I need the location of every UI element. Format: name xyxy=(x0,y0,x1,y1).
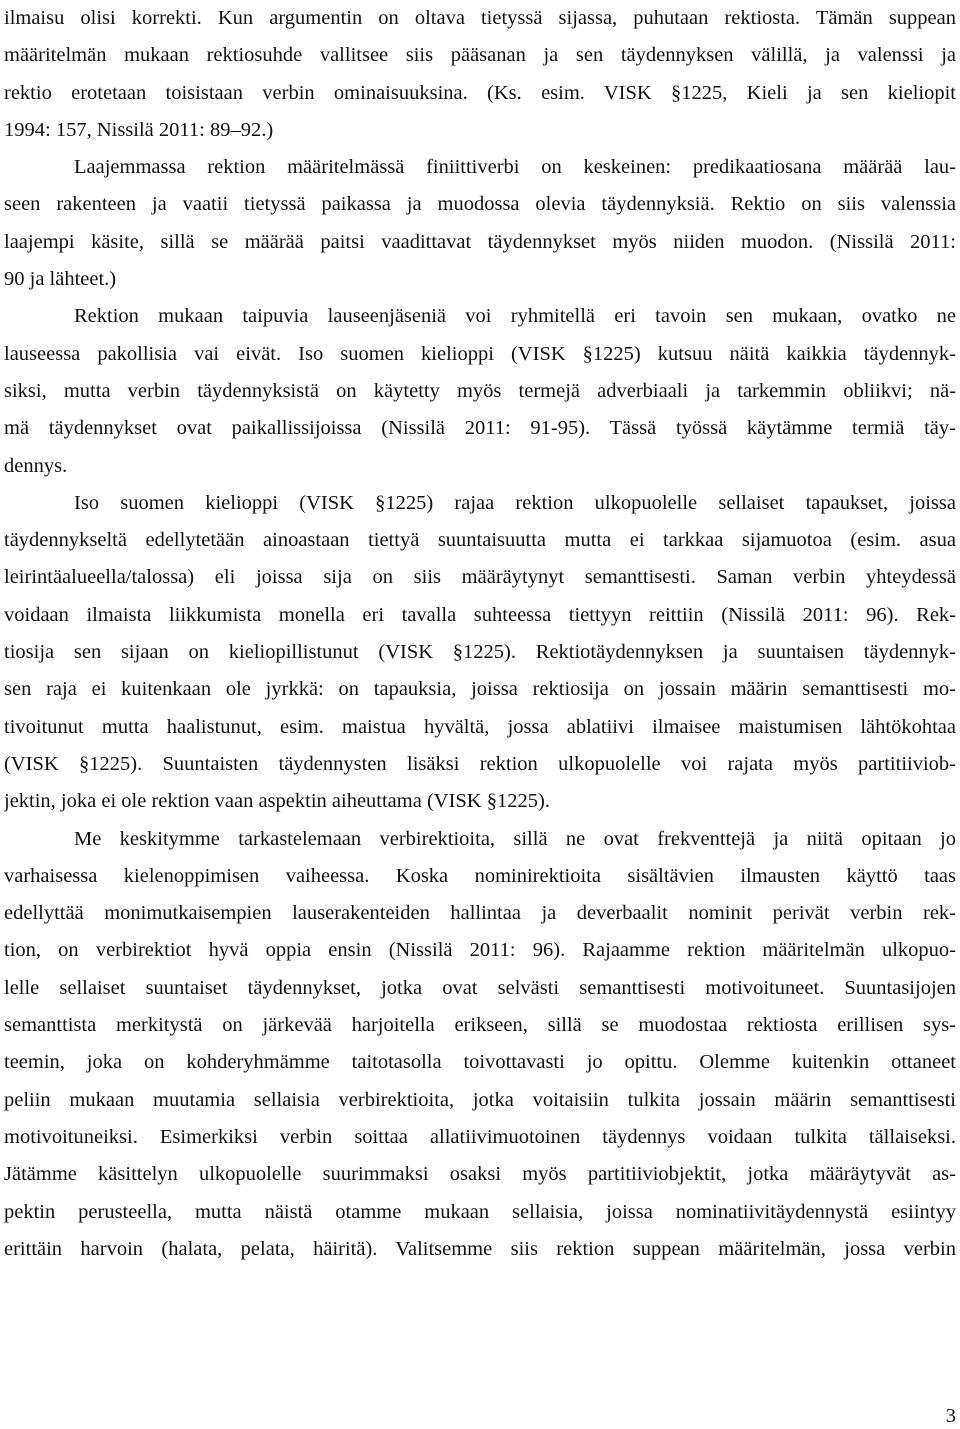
text-line: ilmaisu olisi korrekti. Kun argumentin on oltava tietyssä sijassa, puhutaan rektiosta. Tämän suppean xyxy=(4,7,956,29)
text-line: rektio erotetaan toisistaan verbin ominaisuuksina. (Ks. esim. VISK §1225, Kieli ja sen kieliopit xyxy=(4,81,956,104)
paragraph-1 xyxy=(4,0,956,149)
text-line: sen raja ei kuitenkaan ole jyrkkä: on tapauksia, joissa rektiosija on jossain määrin semanttisesti mo- xyxy=(4,678,956,701)
text-line: tion, on verbirektiot hyvä oppia ensin (Nissilä 2011: 96). Rajaamme rektion määritelmän ulkopuo- xyxy=(4,939,956,962)
text-line: määritelmän mukaan rektiosuhde vallitsee siis pääsanan ja sen täydennyksen välillä, ja valenssi ja xyxy=(4,44,956,67)
text-line: 1994: 157, Nissilä 2011: 89–92.) xyxy=(4,118,274,141)
text-line: tivoitunut mutta haalistunut, esim. maistua hyvältä, jossa ablatiivi ilmaisee maistumisen lähtökohtaa xyxy=(4,715,956,738)
text-line: motivoituneiksi. Esimerkiksi verbin soittaa allatiivimuotoinen täydennys voidaan tulkita tällaiseksi. xyxy=(4,1125,956,1148)
text-line: lelle sellaiset suuntaiset täydennykset, jotka ovat selvästi semanttisesti motivoituneet. Suuntasijojen xyxy=(4,976,956,999)
paragraph-4 xyxy=(4,485,956,821)
text-line: lauseessa pakollisia vai eivät. Iso suomen kielioppi (VISK §1225) kutsuu näitä kaikkia täydennyk- xyxy=(4,342,956,365)
text-line: Me keskitymme tarkastelemaan verbirektioita, sillä ne ovat frekventtejä ja niitä opitaan jo xyxy=(74,827,956,850)
text-line: leirintäalueella/talossa) eli joissa sija on siis määräytynyt semanttisesti. Saman verbin yhteydessä xyxy=(4,566,956,589)
text-line: varhaisessa kielenoppimisen vaiheessa. Koska nominirektioita sisältävien ilmausten käyttö taas xyxy=(4,864,956,887)
paragraph-3 xyxy=(4,298,956,484)
text-line: täydennykseltä edellytetään ainoastaan tiettyä suuntaisuutta mutta ei tarkkaa sijamuotoa (esim. asua xyxy=(4,529,956,552)
text-line: peliin mukaan muutamia sellaisia verbirektioita, jotka voitaisiin tulkita jossain määrin semanttisesti xyxy=(4,1088,956,1111)
text-line: seen rakenteen ja vaatii tietyssä paikassa ja muodossa olevia täydennyksiä. Rektio on siis valenssia xyxy=(4,193,956,216)
text-line: erittäin harvoin (halata, pelata, häiritä). Valitsemme siis rektion suppean määritelmän, jossa verbin xyxy=(4,1237,956,1260)
text-line: laajempi käsite, sillä se määrää paitsi vaadittavat täydennykset myös niiden muodon. (Nissilä 2011: xyxy=(4,230,956,253)
text-line: tiosija sen sijaan on kieliopillistunut (VISK §1225). Rektiotäydennyksen ja suuntaisen täydennyk- xyxy=(4,641,956,664)
text-line: (VISK §1225). Suuntaisten täydennysten lisäksi rektion ulkopuolelle voi rajata myös partitiiviob- xyxy=(4,752,956,775)
page-number: 3 xyxy=(945,1405,956,1427)
document-page xyxy=(4,0,956,1268)
text-line: siksi, mutta verbin täydennyksistä on käytetty myös termejä adverbiaali ja tarkemmin obliikvi; nä- xyxy=(4,379,956,402)
text-line: jektin, joka ei ole rektion vaan aspektin aiheuttama (VISK §1225). xyxy=(4,790,550,813)
paragraph-2 xyxy=(4,149,956,298)
text-line: edellyttää monimutkaisempien lauserakenteiden hallintaa ja deverbaalit nominit perivät verbin rek- xyxy=(4,902,956,925)
text-line: Laajemmassa rektion määritelmässä finiittiverbi on keskeinen: predikaatiosana määrää lau- xyxy=(74,156,956,179)
text-line: mä täydennykset ovat paikallissijoissa (Nissilä 2011: 91-95). Tässä työssä käytämme termiä täy- xyxy=(4,417,956,440)
paragraph-5 xyxy=(4,821,956,1269)
text-line: 90 ja lähteet.) xyxy=(4,268,117,291)
text-line: voidaan ilmaista liikkumista monella eri tavalla suhteessa tiettyyn reittiin (Nissilä 2011: 96). Rek- xyxy=(4,603,956,626)
text-line: Jätämme käsittelyn ulkopuolelle suurimmaksi osaksi myös partitiiviobjektit, jotka määräytyvät as- xyxy=(4,1163,956,1186)
text-line: semanttista merkitystä on järkevää harjoitella erikseen, sillä se muodostaa rektiosta erillisen sys- xyxy=(4,1014,956,1037)
text-line: Rektion mukaan taipuvia lauseenjäseniä voi ryhmitellä eri tavoin sen mukaan, ovatko ne xyxy=(74,305,956,328)
text-line: teemin, joka on kohderyhmämme taitotasolla toivottavasti jo opittu. Olemme kuitenkin ottaneet xyxy=(4,1051,956,1074)
text-line: pektin perusteella, mutta näistä otamme mukaan sellaisia, joissa nominatiivitäydennystä esiintyy xyxy=(4,1200,956,1223)
text-line: dennys. xyxy=(4,454,68,477)
text-line: Iso suomen kielioppi (VISK §1225) rajaa rektion ulkopuolelle sellaiset tapaukset, joissa xyxy=(74,491,956,514)
